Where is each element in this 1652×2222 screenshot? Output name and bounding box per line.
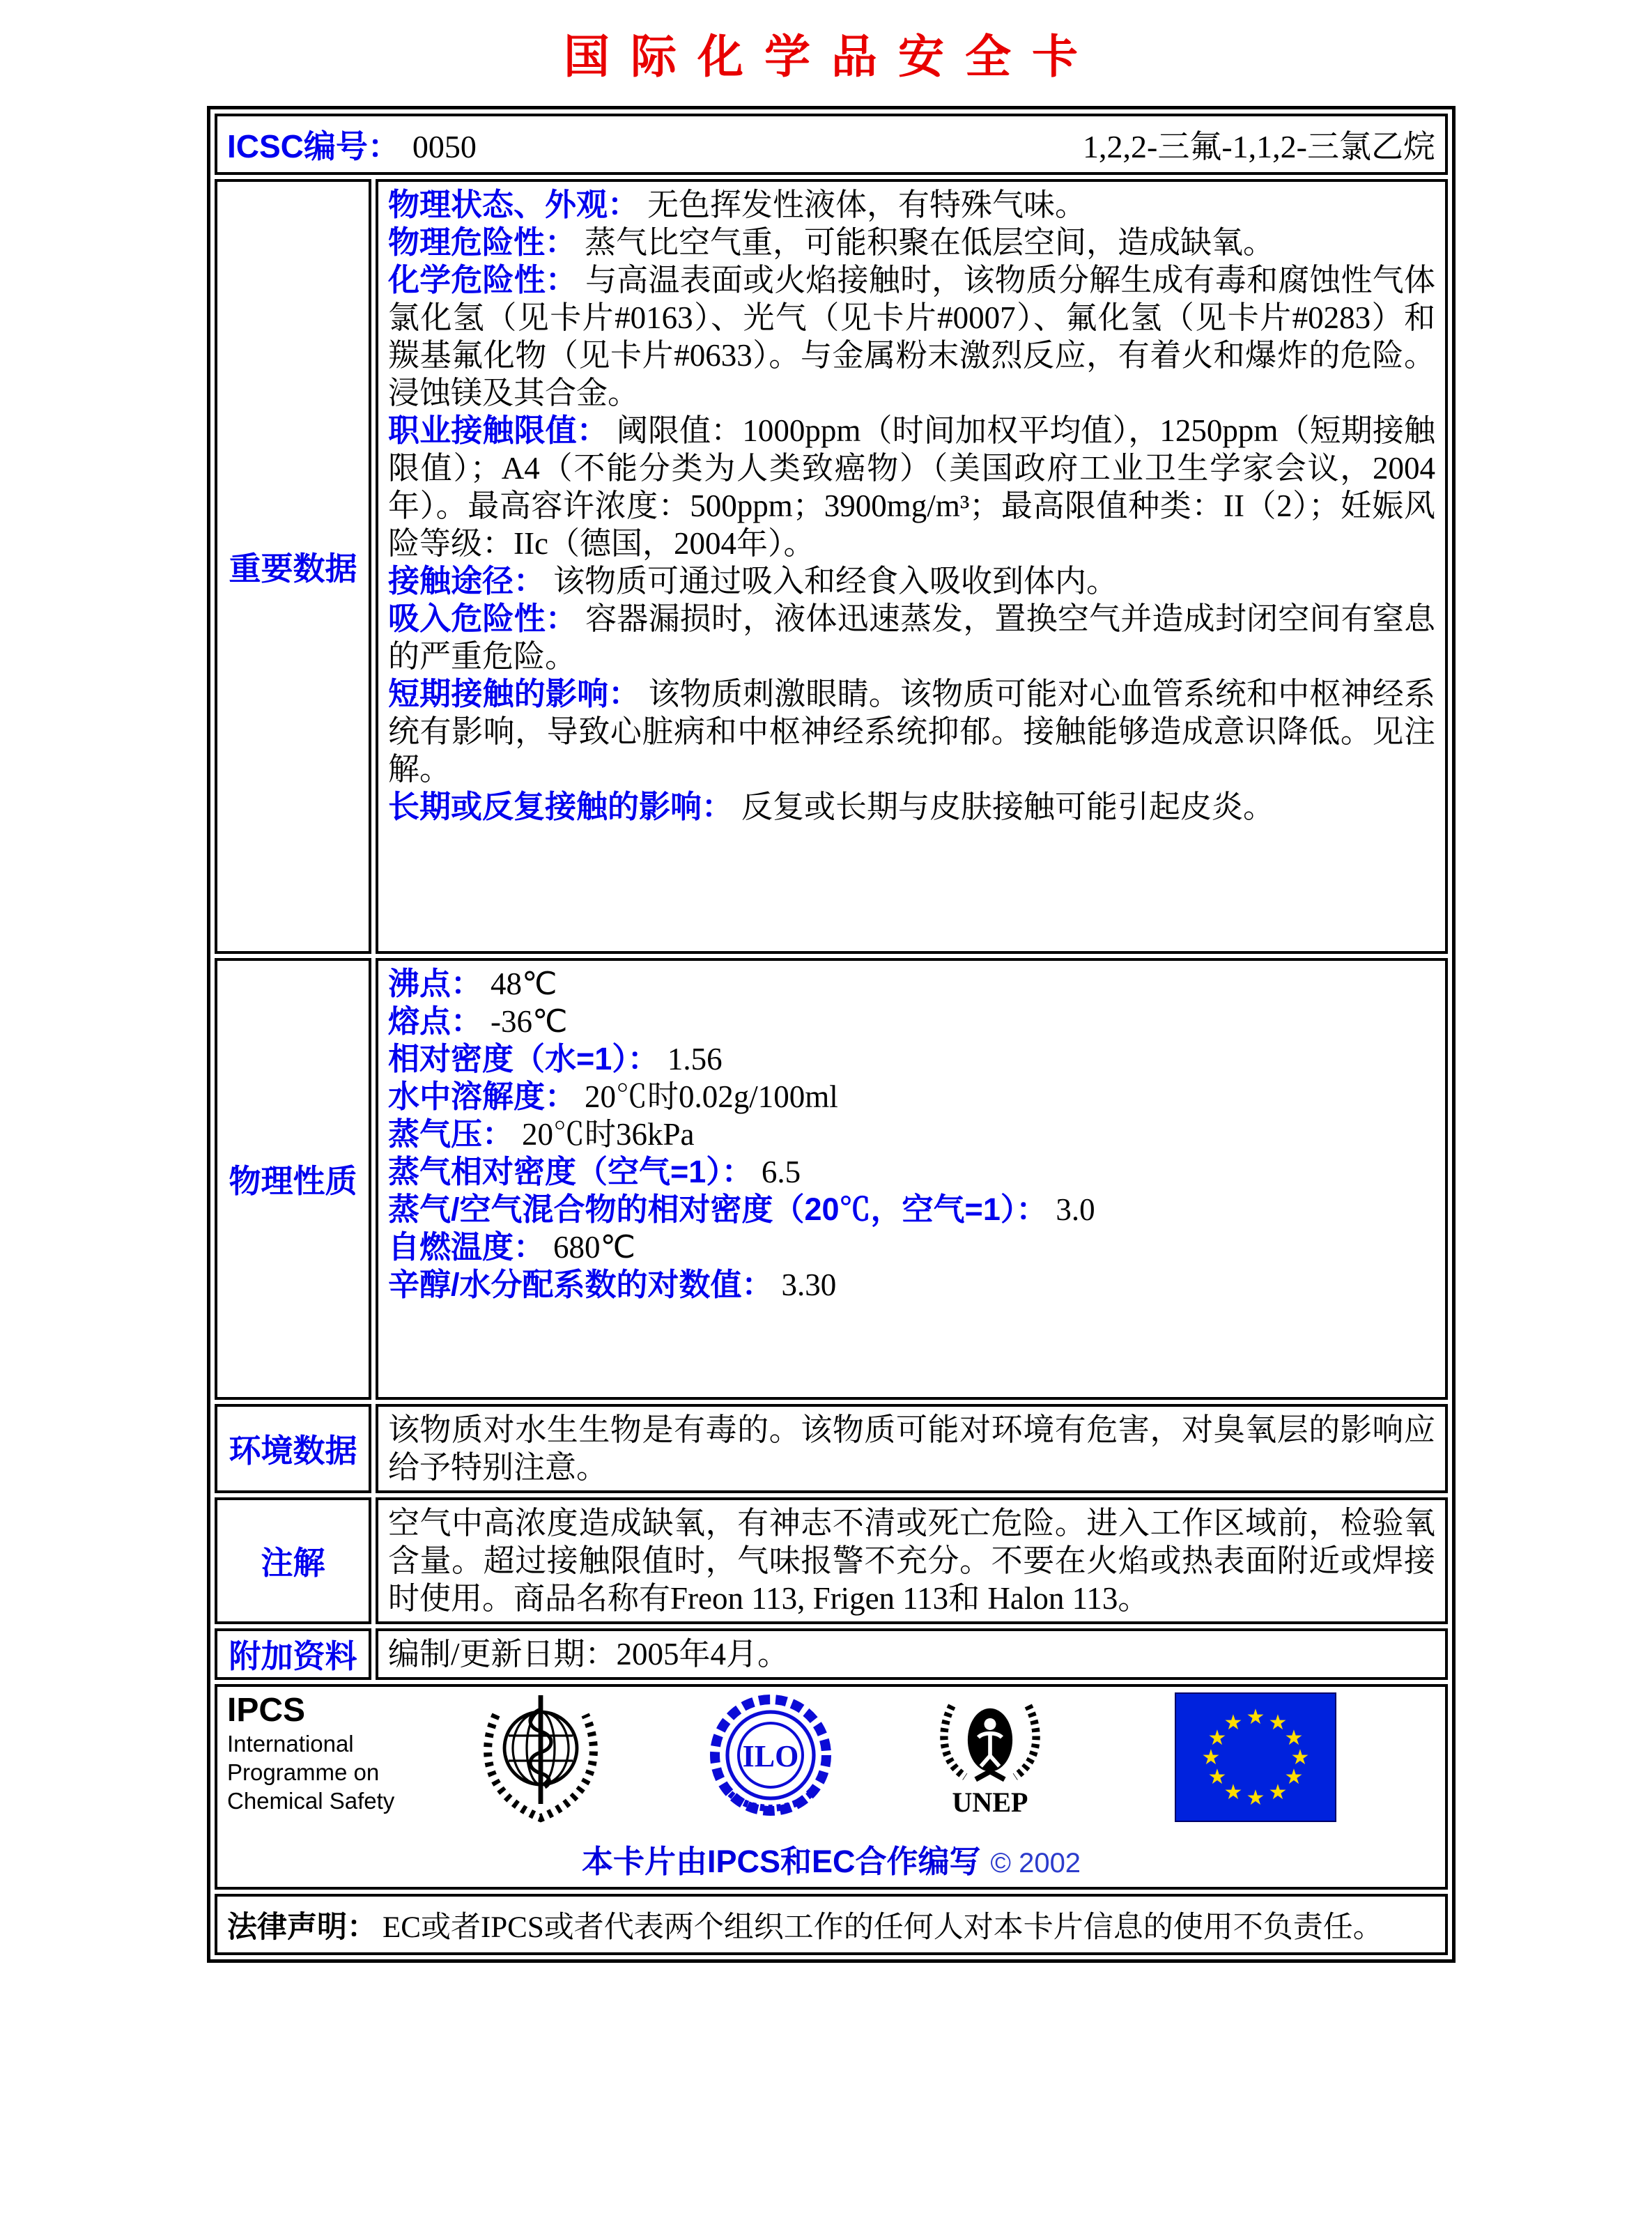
field-text: 3.30 <box>781 1267 837 1302</box>
physical-properties-content <box>376 958 1448 1400</box>
field-water-solubility <box>388 1078 1435 1116</box>
ipcs-acronym: IPCS <box>227 1692 306 1729</box>
svg-text:ILO: ILO <box>742 1739 799 1773</box>
logos-row <box>215 1684 1448 1890</box>
field-text: 6.5 <box>761 1155 801 1189</box>
ipcs-line: International <box>227 1730 354 1757</box>
field-physical-state <box>388 186 1435 224</box>
header-row <box>215 114 1448 175</box>
field-label: 物理危险性： <box>388 224 577 260</box>
field-label: 熔点： <box>388 1003 483 1039</box>
icsc-card-table <box>207 106 1456 1963</box>
field-text: 3.0 <box>1056 1192 1095 1227</box>
additional-info-content <box>376 1628 1448 1680</box>
field-label: 吸入危险性： <box>388 601 578 636</box>
field-text: 无色挥发性液体，有特殊气味。 <box>647 187 1087 222</box>
unep-icon <box>931 1692 1049 1819</box>
field-label: 接触途径： <box>388 563 546 599</box>
field-occupational-limits <box>388 412 1435 562</box>
field-text: 48℃ <box>491 966 557 1001</box>
page-title: 国际化学品安全卡 <box>564 32 1099 83</box>
ilo-icon <box>708 1692 833 1825</box>
field-vapor-air-density <box>388 1191 1435 1228</box>
field-text: 阈限值：1000ppm（时间加权平均值），1250ppm（短期接触限值）；A4（不能分类为人类致癌物）（美国政府工业卫生学家会议，2004年）。最高容许浓度：500ppm；3900mg/m³；最高限值种类：II（2）；妊娠风险等级：IIc（德国，2004年）。 <box>388 413 1435 561</box>
important-data-row <box>215 179 1448 954</box>
field-melting-point <box>388 1003 1435 1040</box>
field-label: 蒸气相对密度（空气=1）： <box>388 1154 753 1189</box>
environmental-data-row <box>215 1404 1448 1493</box>
unep-label: UNEP <box>952 1787 1028 1818</box>
header-cell <box>215 114 1448 175</box>
chemical-name: 1,2,2-三氟-1,1,2-三氯乙烷 <box>1083 129 1435 164</box>
section-label-important-data: 重要数据 <box>215 179 371 954</box>
icsc-number-value: 0050 <box>412 129 477 164</box>
physical-properties-row <box>215 958 1448 1400</box>
field-label: 辛醇/水分配系数的对数值： <box>388 1267 773 1302</box>
legal-row <box>215 1894 1448 1955</box>
field-text: 该物质可通过吸入和经食入吸收到体内。 <box>553 564 1118 599</box>
field-relative-density <box>388 1040 1435 1078</box>
ipcs-line: Chemical Safety <box>227 1788 395 1814</box>
field-label: 相对密度（水=1）： <box>388 1041 659 1077</box>
section-label-physical-properties: 物理性质 <box>215 958 371 1400</box>
important-data-content <box>376 179 1448 954</box>
legal-notice-text: EC或者IPCS或者代表两个组织工作的任何人对本卡片信息的使用不负责任。 <box>383 1911 1383 1944</box>
field-autoignition-temp <box>388 1228 1435 1266</box>
field-text: 1.56 <box>667 1042 723 1077</box>
field-text: 蒸气比空气重，可能积聚在低层空间，造成缺氧。 <box>585 225 1275 260</box>
who-icon <box>478 1692 603 1829</box>
field-label: 水中溶解度： <box>388 1079 577 1114</box>
icsc-number-label: ICSC编号： <box>227 128 400 164</box>
field-label: 物理状态、外观： <box>388 187 640 222</box>
field-text: 20℃时0.02g/100ml <box>585 1079 838 1114</box>
field-octanol-water-coefficient <box>388 1266 1435 1304</box>
field-label: 蒸气/空气混合物的相对密度（20℃，空气=1）： <box>388 1191 1048 1227</box>
field-label: 长期或反复接触的影响： <box>388 789 734 824</box>
copyright: © 2002 <box>990 1848 1081 1878</box>
legal-notice-label: 法律声明： <box>227 1910 377 1944</box>
caption-text: 本卡片由IPCS和EC合作编写 <box>581 1844 981 1879</box>
field-exposure-routes <box>388 562 1435 600</box>
field-label: 短期接触的影响： <box>388 676 640 711</box>
notes-content <box>376 1497 1448 1624</box>
section-label-environmental-data: 环境数据 <box>215 1404 371 1493</box>
field-label: 职业接触限值： <box>388 412 608 448</box>
field-inhalation-risk <box>388 600 1435 675</box>
field-chemical-danger <box>388 261 1435 412</box>
section-label-notes: 注解 <box>215 1497 371 1624</box>
environmental-data-content <box>376 1404 1448 1493</box>
field-vapor-density <box>388 1153 1435 1191</box>
field-boiling-point <box>388 965 1435 1003</box>
field-text: 20℃时36kPa <box>522 1117 695 1152</box>
card-caption <box>227 1836 1435 1881</box>
legal-notice-cell <box>215 1894 1448 1955</box>
field-vapor-pressure <box>388 1116 1435 1153</box>
field-label: 蒸气压： <box>388 1116 514 1152</box>
field-text: 反复或长期与皮肤接触可能引起皮炎。 <box>741 789 1275 824</box>
field-text: 该物质刺激眼睛。该物质可能对心血管系统和中枢神经系统有影响，导致心脏病和中枢神经系统抑郁。接触能够造成意识降低。见注解。 <box>388 677 1435 787</box>
field-physical-danger <box>388 224 1435 261</box>
ipcs-line: Programme on <box>227 1759 380 1786</box>
notes-row <box>215 1497 1448 1624</box>
field-text: -36℃ <box>491 1004 568 1039</box>
icsc-number-group <box>227 121 477 167</box>
additional-info-text: 编制/更新日期：2005年4月。 <box>388 1637 789 1672</box>
additional-info-row <box>215 1628 1448 1680</box>
field-short-term-effects <box>388 675 1435 788</box>
environmental-data-text: 该物质对水生生物是有毒的。该物质可能对环境有危害，对臭氧层的影响应给予特别注意。 <box>388 1412 1435 1485</box>
field-label: 沸点： <box>388 966 483 1001</box>
notes-text: 空气中高浓度造成缺氧，有神志不清或死亡危险。进入工作区域前，检验氧含量。超过接触限值时，气味报警不充分。不要在火焰或热表面附近或焊接时使用。商品名称有Freon 113, Frigen 113和 Halon 113。 <box>388 1506 1435 1616</box>
eu-flag-icon <box>1175 1692 1336 1822</box>
field-long-term-effects <box>388 788 1435 826</box>
ipcs-logo-text <box>227 1692 457 1816</box>
field-text: 与高温表面或火焰接触时，该物质分解生成有毒和腐蚀性气体氯化氢（见卡片#0163）、光气（见卡片#0007）、氟化氢（见卡片#0283）和羰基氟化物（见卡片#0633）。与金属粉末激烈反应，有着火和爆炸的危险。浸蚀镁及其合金。 <box>388 263 1435 410</box>
field-text: 容器漏损时，液体迅速蒸发，置换空气并造成封闭空间有窒息的严重危险。 <box>388 601 1435 674</box>
field-label: 化学危险性： <box>388 262 578 298</box>
field-text: 680℃ <box>553 1230 636 1265</box>
logos-cell <box>215 1684 1448 1890</box>
section-label-additional-info: 附加资料 <box>215 1628 371 1680</box>
field-label: 自燃温度： <box>388 1229 546 1265</box>
